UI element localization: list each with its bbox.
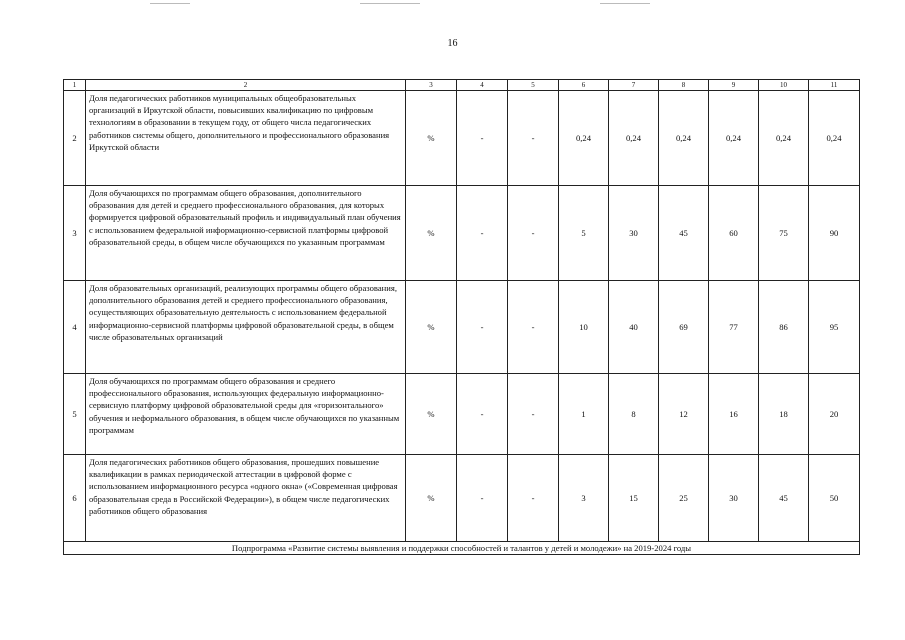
row-number: 6 (64, 455, 86, 542)
value-cell: 60 (709, 186, 759, 281)
column-number: 7 (609, 80, 659, 91)
indicator-description: Доля педагогических работников общего образования, прошедших повышение квалификации в рамках периодической аттестации в цифровой форме с использованием информационного ресурса «одного окна» («Современная цифровая образовательная среда в Российской Федерации»), в общем числе педагогических работников общего образования (86, 455, 406, 542)
indicator-description: Доля обучающихся по программам общего образования, дополнительного образования для детей и среднего профессионального образования, для которых формируется цифровой образовательный профиль и индивидуальный план обучения с использованием федеральной информационно-сервисной платформы цифровой образовательной среды, в общем числе обучающихся по указанным программам (86, 186, 406, 281)
value-cell: 69 (659, 281, 709, 374)
value-cell: 90 (809, 186, 860, 281)
scan-artifact (600, 3, 650, 4)
column-number: 10 (759, 80, 809, 91)
indicator-description: Доля образовательных организаций, реализующих программы общего образования, дополнительного образования детей и среднего профессионального образования, осуществляющих образовательную деятельность с использованием федеральной информационно-сервисной платформы цифровой образовательной среды, в общем числе образовательных организаций (86, 281, 406, 374)
subprogram-row (64, 542, 860, 555)
value-cell: 3 (559, 455, 609, 542)
table-row (64, 455, 860, 542)
value-cell: 16 (709, 374, 759, 455)
value-cell: 77 (709, 281, 759, 374)
page-number: 16 (447, 38, 458, 49)
value-cell: 25 (659, 455, 709, 542)
value-cell: 12 (659, 374, 709, 455)
unit-cell: % (406, 455, 457, 542)
value-cell: - (457, 374, 508, 455)
unit-cell: % (406, 91, 457, 186)
value-cell: - (508, 91, 559, 186)
table-row (64, 186, 860, 281)
indicator-description: Доля педагогических работников муниципальных общеобразовательных организаций в Иркутской области, повысивших квалификацию по цифровым технологиям в образовании в текущем году, от общего числа педагогических работников системы общего, дополнительного и профессионального образования Иркутской области (86, 91, 406, 186)
subprogram-title: Подпрограмма «Развитие системы выявления и поддержки способностей и талантов у детей и молодежи» на 2019-2024 годы (64, 542, 860, 555)
column-number: 4 (457, 80, 508, 91)
row-number: 5 (64, 374, 86, 455)
value-cell: 50 (809, 455, 860, 542)
unit-cell: % (406, 186, 457, 281)
value-cell: 0,24 (659, 91, 709, 186)
value-cell: 0,24 (609, 91, 659, 186)
value-cell: 0,24 (809, 91, 860, 186)
column-number: 1 (64, 80, 86, 91)
value-cell: 0,24 (709, 91, 759, 186)
indicator-description: Доля обучающихся по программам общего образования и среднего профессионального образования, использующих федеральную информационно-сервисную платформу цифровой образовательной среды для «горизонтального» обучения и неформального образования, в общем числе обучающихся по указанным программам (86, 374, 406, 455)
table-row (64, 91, 860, 186)
row-number: 2 (64, 91, 86, 186)
value-cell: - (508, 281, 559, 374)
row-number: 4 (64, 281, 86, 374)
value-cell: 30 (609, 186, 659, 281)
value-cell: 0,24 (759, 91, 809, 186)
unit-cell: % (406, 281, 457, 374)
scan-artifact (360, 3, 420, 4)
value-cell: 20 (809, 374, 860, 455)
table-row (64, 281, 860, 374)
value-cell: 15 (609, 455, 659, 542)
value-cell: 1 (559, 374, 609, 455)
value-cell: - (457, 455, 508, 542)
value-cell: 95 (809, 281, 860, 374)
value-cell: 18 (759, 374, 809, 455)
value-cell: 8 (609, 374, 659, 455)
column-number: 9 (709, 80, 759, 91)
scan-artifact (150, 3, 190, 4)
value-cell: 30 (709, 455, 759, 542)
column-number: 5 (508, 80, 559, 91)
column-number: 2 (86, 80, 406, 91)
value-cell: 5 (559, 186, 609, 281)
column-number: 6 (559, 80, 609, 91)
unit-cell: % (406, 374, 457, 455)
value-cell: 45 (759, 455, 809, 542)
value-cell: - (457, 186, 508, 281)
value-cell: 75 (759, 186, 809, 281)
row-number: 3 (64, 186, 86, 281)
value-cell: - (508, 186, 559, 281)
column-number: 8 (659, 80, 709, 91)
value-cell: 10 (559, 281, 609, 374)
value-cell: 0,24 (559, 91, 609, 186)
column-number-header (64, 80, 860, 91)
value-cell: 40 (609, 281, 659, 374)
value-cell: - (508, 374, 559, 455)
table-row (64, 374, 860, 455)
value-cell: - (457, 281, 508, 374)
value-cell: - (457, 91, 508, 186)
column-number: 11 (809, 80, 860, 91)
value-cell: - (508, 455, 559, 542)
indicators-table (63, 79, 860, 555)
column-number: 3 (406, 80, 457, 91)
value-cell: 45 (659, 186, 709, 281)
value-cell: 86 (759, 281, 809, 374)
